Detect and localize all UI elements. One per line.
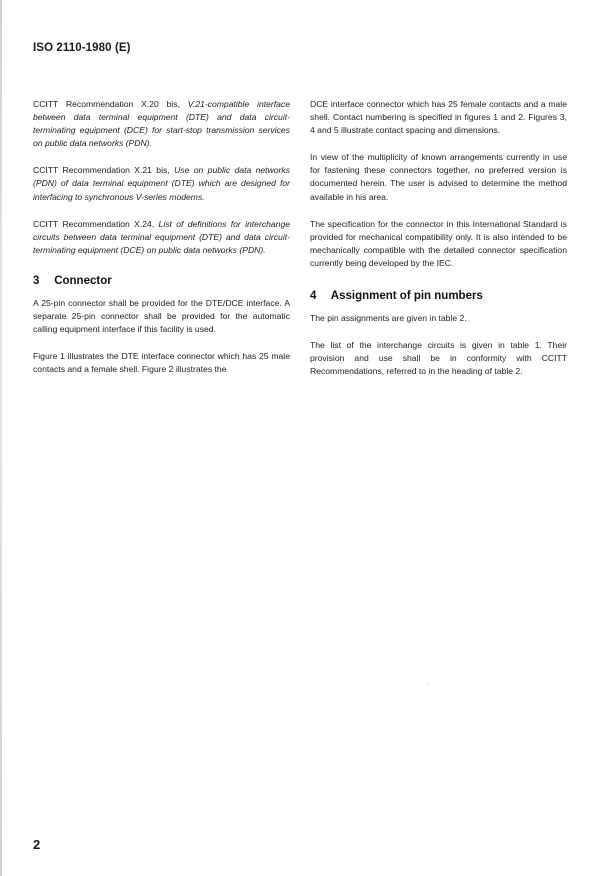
specification-paragraph: The specification for the connector in this International Standard is provided for mechanical compatibility only. It is also intended to be mechanically compatible with the detailed connector specification currently being developed by the IEC. [310, 218, 567, 268]
section-3-number: 3 [33, 274, 40, 287]
connector-continuation-paragraph: DCE interface connector which has 25 female contacts and a male shell. Contact numbering is specified in figures 1 and 2. Figures 3, 4 and 5 illustrate contact spacing and dimensions. [310, 99, 567, 136]
section-4-paragraph-2: The list of the interchange circuits is given in table 1. Their provision and use shall be in conformity with CCITT Recommendations, referred to in the heading of table 2. [310, 340, 567, 377]
section-3-paragraph-1: A 25-pin connector shall be provided for the DTE/DCE interface. A separate 25-pin connector shall be provided for the automatic calling equipment interface if this facility is used. [33, 297, 290, 335]
reference-x24-lead: CCITT Recommendation X.24, [33, 218, 155, 229]
left-column [33, 98, 290, 390]
section-4-number: 4 [310, 290, 317, 303]
reference-x20 [33, 98, 290, 150]
section-4-title: Assignment of pin numbers [330, 290, 483, 303]
reference-x20-lead: CCITT Recommendation X.20 bis, [33, 99, 180, 109]
right-column [310, 98, 567, 392]
page-number: 2 [33, 837, 41, 852]
reference-x21-title: Use on public data networks (PDN) of data terminal equipment (DTE) which are designed for interfacing to synchronous V-series modems. [33, 165, 290, 202]
fastening-paragraph: In view of the multiplicity of known arrangements currently in use for fastening these connectors together, no preferred version is documented herein. The user is advised to determine the method available in his area. [310, 152, 567, 202]
page-edge [0, 0, 2, 876]
section-4-paragraph-1: The pin assignments are given in table 2. [310, 313, 467, 324]
document-header: ISO 2110-1980 (E) [33, 42, 131, 54]
scan-speck [427, 684, 428, 685]
reference-x24-title: List of definitions for interchange circuits between data terminal equipment (DTE) and data circuit-terminating equipment (DCE) on public data networks (PDN). [33, 218, 291, 255]
reference-x20-title: V.21-compatible interface between data terminal equipment (DTE) and data circuit-terminating equipment (DCE) for start-stop transmission services on public data networks (PDN). [33, 99, 291, 149]
section-3-title: Connector [54, 274, 112, 287]
section-3-paragraph-2: Figure 1 illustrates the DTE interface connector which has 25 male contacts and a female shell. Figure 2 illustrates the [33, 351, 290, 375]
reference-x21-lead: CCITT Recommendation X.21 bis, [33, 165, 170, 176]
section-3-heading [33, 275, 290, 287]
reference-x24 [33, 218, 290, 257]
section-4-heading [310, 290, 567, 302]
reference-x21 [33, 164, 290, 203]
